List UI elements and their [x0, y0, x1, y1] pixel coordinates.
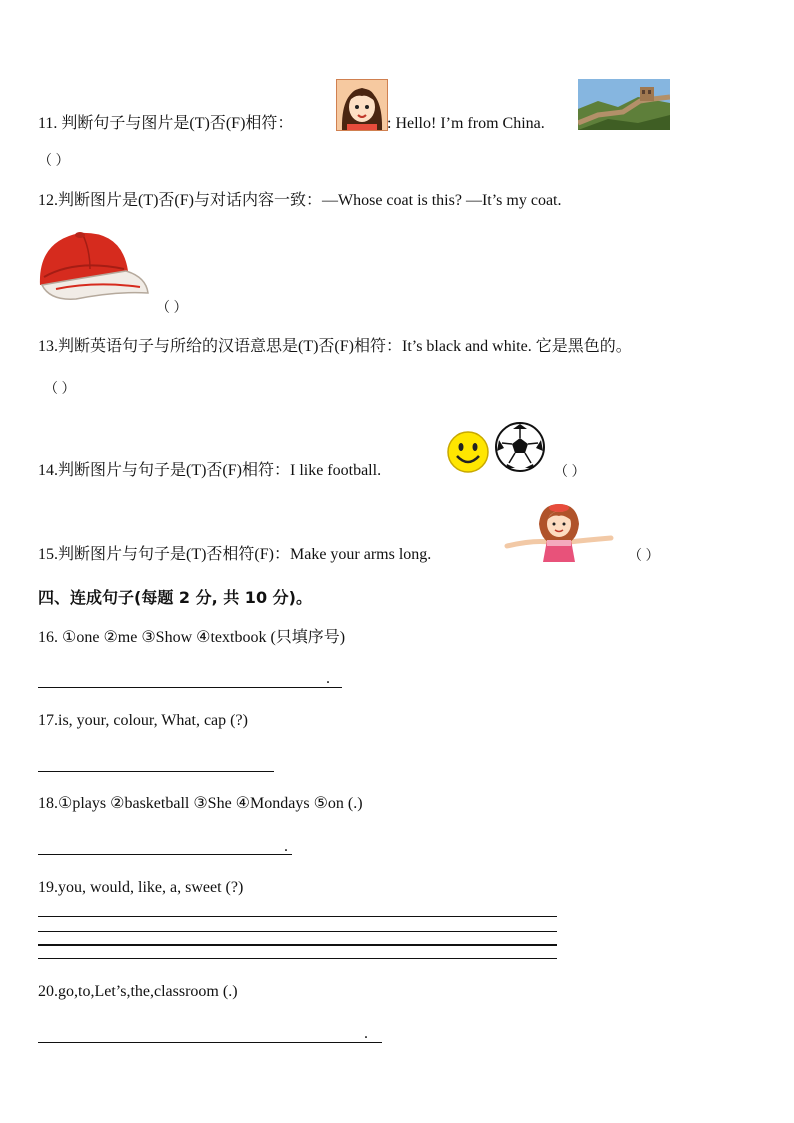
answer-line-20[interactable] — [38, 1042, 382, 1043]
red-cap-image — [36, 229, 151, 305]
smiley-face-icon — [446, 430, 490, 474]
answer-paren-13[interactable]: （ ） — [44, 382, 76, 397]
great-wall-image — [578, 79, 670, 130]
answer-end-20: . — [364, 1025, 368, 1042]
question-12: 12.判断图片是(T)否(F)与对话内容一致：—Whose coat is this? —It’s my coat. — [38, 192, 562, 209]
answer-paren-12[interactable]: （ ） — [156, 301, 188, 316]
question-19: 19.you, would, like, a, sweet (?) — [38, 879, 244, 896]
answer-line-19c[interactable] — [38, 944, 557, 946]
girl-portrait-image — [336, 79, 388, 131]
answer-paren-11[interactable]: （ ） — [38, 154, 70, 169]
answer-line-19d[interactable] — [38, 958, 557, 959]
question-17: 17.is, your, colour, What, cap (?) — [38, 712, 248, 729]
answer-end-18: . — [284, 838, 288, 855]
answer-line-18[interactable] — [38, 854, 292, 855]
question-20: 20.go,to,Let’s,the,classroom (.) — [38, 983, 238, 1000]
answer-line-16[interactable] — [38, 687, 342, 688]
answer-paren-15[interactable]: （ ） — [628, 549, 660, 564]
question-18: 18.①plays ②basketball ③She ④Mondays ⑤on (.) — [38, 795, 363, 812]
question-11-prompt: 11. 判断句子与图片是(T)否(F)相符： — [38, 115, 294, 132]
section-heading: 四、连成句子(每题 2 分, 共 10 分)。 — [38, 588, 312, 607]
answer-end-16: . — [326, 670, 330, 687]
girl-arms-out-image — [503, 502, 615, 562]
question-15: 15.判断图片与句子是(T)否相符(F)：Make your arms long. — [38, 546, 432, 563]
question-14: 14.判断图片与句子是(T)否(F)相符：I like football. — [38, 462, 382, 479]
answer-line-19a[interactable] — [38, 916, 557, 917]
question-13: 13.判断英语句子与所给的汉语意思是(T)否(F)相符：It’s black and white. 它是黑色的。 — [38, 338, 632, 355]
football-icon — [494, 421, 546, 473]
answer-line-19b[interactable] — [38, 931, 557, 932]
question-11 — [38, 114, 293, 134]
question-11-sentence: : Hello! I’m from China. — [387, 115, 545, 132]
answer-line-17[interactable] — [38, 771, 274, 772]
answer-paren-14[interactable]: （ ） — [554, 465, 586, 480]
question-16: 16. ①one ②me ③Show ④textbook (只填序号) — [38, 629, 346, 646]
